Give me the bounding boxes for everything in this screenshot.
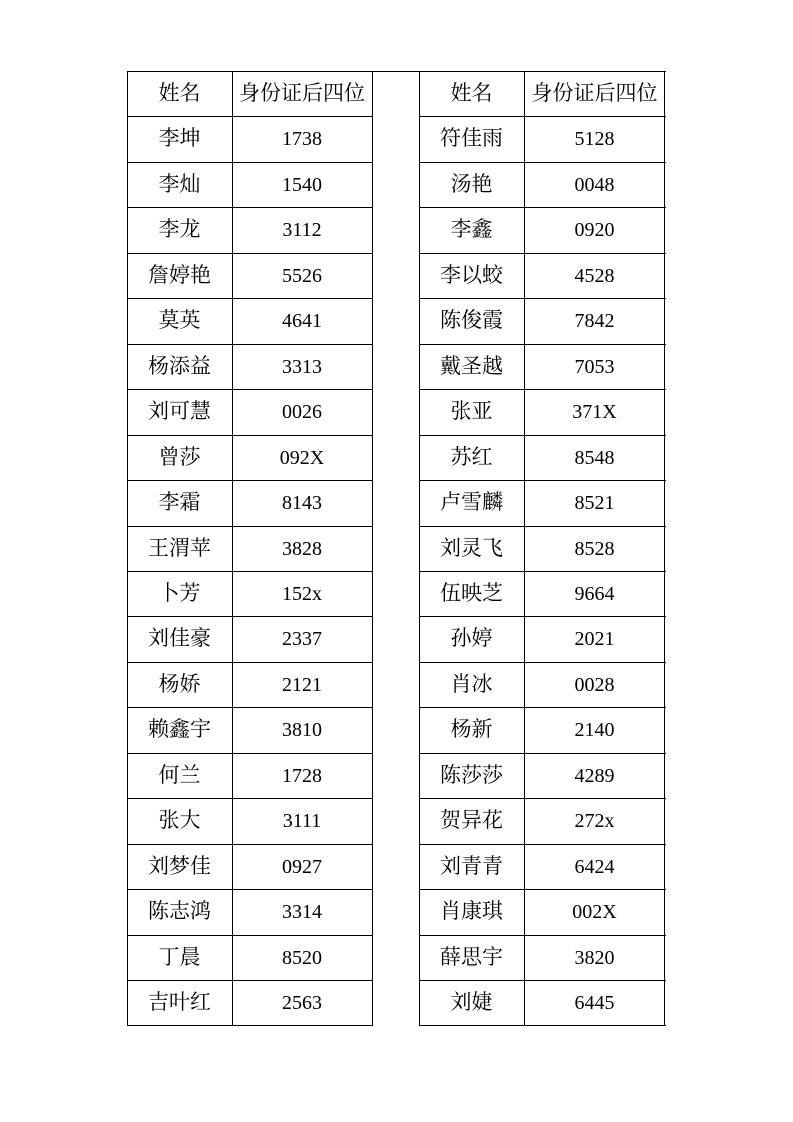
id-last4-cell: 8548 <box>574 446 615 469</box>
name-cell: 张亚 <box>450 399 493 423</box>
name-cell: 伍映芝 <box>440 581 503 605</box>
id-last4-cell: 092X <box>279 446 325 469</box>
id-last4-cell: 5526 <box>282 264 322 287</box>
id-last4-cell: 4528 <box>574 264 615 287</box>
id-last4-cell: 0026 <box>282 400 322 423</box>
name-cell: 卢雪麟 <box>440 490 503 514</box>
id-last4-cell: 8528 <box>574 537 615 560</box>
name-cell: 贺异花 <box>440 808 503 832</box>
name-cell: 张大 <box>158 808 201 832</box>
id-last4-cell: 0048 <box>574 173 615 196</box>
name-cell: 詹婷艳 <box>148 263 211 287</box>
id-last4-cell: 2121 <box>282 673 322 696</box>
name-cell: 薛思宇 <box>440 945 503 969</box>
column-header-name: 姓名 <box>158 81 201 105</box>
name-cell: 丁晨 <box>158 945 201 969</box>
roster-table <box>127 71 665 1026</box>
id-last4-cell: 3313 <box>282 355 322 378</box>
name-cell: 陈莎莎 <box>440 763 503 787</box>
name-cell: 莫英 <box>158 308 201 332</box>
name-cell: 赖鑫宇 <box>148 717 211 741</box>
id-last4-cell: 272x <box>574 809 615 832</box>
name-cell: 肖康琪 <box>440 899 503 923</box>
name-cell: 刘灵飞 <box>440 536 503 560</box>
name-cell: 杨娇 <box>158 672 201 696</box>
id-last4-cell: 3828 <box>282 537 322 560</box>
id-last4-cell: 3314 <box>282 900 322 923</box>
id-last4-cell: 9664 <box>574 582 615 605</box>
column-header-id-last4: 身份证后四位 <box>531 81 658 105</box>
grid-line <box>127 1025 373 1026</box>
name-cell: 李以蛟 <box>440 263 503 287</box>
name-cell: 刘婕 <box>450 990 493 1014</box>
id-last4-cell: 0920 <box>574 218 615 241</box>
name-cell: 刘梦佳 <box>148 854 211 878</box>
grid-line <box>372 71 373 1026</box>
id-last4-cell: 5128 <box>574 127 615 150</box>
id-last4-cell: 3111 <box>282 809 322 832</box>
name-cell: 符佳雨 <box>440 126 503 150</box>
id-last4-cell: 3112 <box>282 218 322 241</box>
id-last4-cell: 0028 <box>574 673 615 696</box>
name-cell: 刘可慧 <box>148 399 211 423</box>
id-last4-cell: 1540 <box>282 173 322 196</box>
name-cell: 李坤 <box>158 126 201 150</box>
name-cell: 戴圣越 <box>440 354 503 378</box>
id-last4-cell: 0927 <box>282 855 322 878</box>
name-cell: 苏红 <box>450 445 493 469</box>
name-cell: 吉叶红 <box>148 990 211 1014</box>
id-last4-cell: 3820 <box>574 946 615 969</box>
name-cell: 刘青青 <box>440 854 503 878</box>
name-cell: 陈志鸿 <box>148 899 211 923</box>
name-cell: 汤艳 <box>450 172 493 196</box>
name-cell: 李鑫 <box>450 217 493 241</box>
id-last4-cell: 8520 <box>282 946 322 969</box>
name-cell: 李灿 <box>158 172 201 196</box>
id-last4-cell: 2021 <box>574 627 615 650</box>
id-last4-cell: 002X <box>572 900 617 923</box>
id-last4-cell: 8521 <box>574 491 615 514</box>
grid-line <box>419 1025 666 1026</box>
id-last4-cell: 6445 <box>574 991 615 1014</box>
name-cell: 杨添益 <box>148 354 211 378</box>
name-cell: 何兰 <box>158 763 201 787</box>
id-last4-cell: 4289 <box>574 764 615 787</box>
name-cell: 曾莎 <box>158 445 201 469</box>
name-cell: 李霜 <box>158 490 201 514</box>
id-last4-cell: 2140 <box>574 718 615 741</box>
id-last4-cell: 1738 <box>282 127 322 150</box>
name-cell: 王渭苹 <box>148 536 211 560</box>
name-cell: 刘佳豪 <box>148 626 211 650</box>
id-last4-cell: 4641 <box>282 309 322 332</box>
name-cell: 李龙 <box>158 217 201 241</box>
id-last4-cell: 2337 <box>282 627 322 650</box>
name-cell: 肖冰 <box>450 672 493 696</box>
name-cell: 杨新 <box>450 717 493 741</box>
id-last4-cell: 8143 <box>282 491 322 514</box>
column-header-name: 姓名 <box>450 81 493 105</box>
column-header-id-last4: 身份证后四位 <box>239 81 365 105</box>
id-last4-cell: 3810 <box>282 718 322 741</box>
id-last4-cell: 371X <box>572 400 617 423</box>
id-last4-cell: 6424 <box>574 855 615 878</box>
id-last4-cell: 7053 <box>574 355 615 378</box>
name-cell: 陈俊霞 <box>440 308 503 332</box>
id-last4-cell: 152x <box>282 582 322 605</box>
id-last4-cell: 1728 <box>282 764 322 787</box>
name-cell: 卜芳 <box>158 581 201 605</box>
id-last4-cell: 2563 <box>282 991 322 1014</box>
name-cell: 孙婷 <box>450 626 493 650</box>
id-last4-cell: 7842 <box>574 309 615 332</box>
